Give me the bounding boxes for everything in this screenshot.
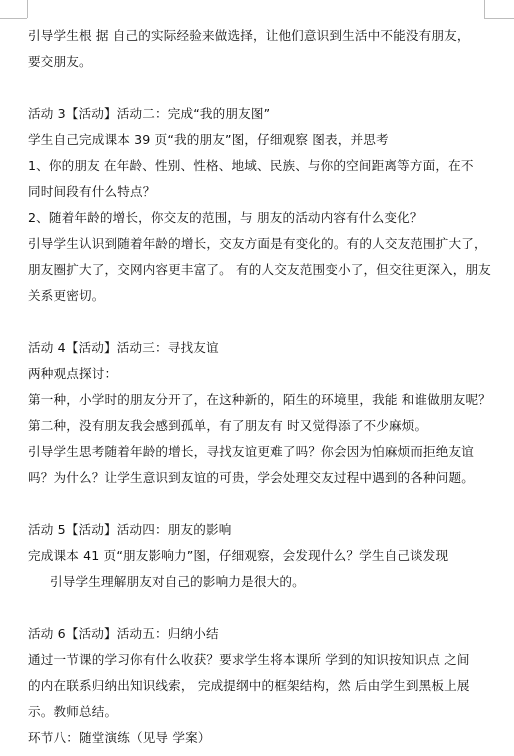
paragraph-line: 第二种，没有朋友我会感到孤单，有了朋友有 时又觉得添了不少麻烦。: [28, 418, 428, 433]
document-body: [28, 23, 491, 751]
paragraph-line: 关系更密切。: [28, 288, 105, 303]
section-heading: 活动 4【活动】活动三：寻找友谊: [28, 340, 219, 355]
section-heading: 活动 6【活动】活动五：归纳小结: [28, 626, 219, 641]
paragraph-line: 引导学生认识到随着年龄的增长，交友方面是有变化的。有的人交友范围扩大了，: [28, 236, 487, 251]
paragraph-line: 要交朋友。: [28, 54, 92, 69]
blank-line: [28, 595, 488, 621]
blank-line: [28, 491, 488, 517]
paragraph-line: 同时间段有什么特点？: [28, 184, 156, 199]
paragraph-line: 引导学生理解朋友对自己的影响力是很大的。: [50, 574, 305, 589]
section-heading: 活动 5【活动】活动四：朋友的影响: [28, 522, 232, 537]
crop-mark-top-left-vertical: [27, 0, 28, 18]
paragraph-line: 完成课本 41 页“朋友影响力”图，仔细观察，会发现什么？学生自己谈发现: [28, 548, 449, 563]
paragraph-line: 吗？为什么？让学生意识到友谊的可贵，学会处理交友过程中遇到的各种问题。: [28, 470, 475, 485]
blank-line: [28, 75, 488, 101]
crop-mark-top-left-horizontal: [0, 18, 27, 19]
paragraph-line: 第一种，小学时的朋友分开了，在这种新的，陌生的环境里，我能 和谁做朋友呢？: [28, 392, 491, 407]
crop-mark-top-right-horizontal: [484, 18, 514, 19]
paragraph-line: 学生自己完成课本 39 页“我的朋友”图，仔细观察 图表，并思考: [28, 132, 389, 147]
section-heading: 活动 3【活动】活动二：完成“我的朋友图”: [28, 106, 271, 121]
paragraph-line: 通过一节课的学习你有什么收获？要求学生将本课所 学到的知识按知识点 之间: [28, 652, 470, 667]
paragraph-line: 2、随着年龄的增长，你交友的范围，与 朋友的活动内容有什么变化？: [28, 210, 423, 225]
paragraph-line: 引导学生思考随着年龄的增长，寻找友谊更难了吗？你会因为怕麻烦而拒绝友谊: [28, 444, 475, 459]
paragraph-line: 朋友圈扩大了，交网内容更丰富了。 有的人交友范围变小了，但交往更深入，朋友: [28, 262, 491, 277]
paragraph-line: 两种观点探讨：: [28, 366, 118, 381]
crop-mark-top-right-vertical: [484, 0, 485, 18]
paragraph-line: 引导学生根 据 自己的实际经验来做选择，让他们意识到生活中不能没有朋友，: [28, 28, 470, 43]
paragraph-line: 1、你的朋友 在年龄、性别、性格、地域、民族、与你的空间距离等方面，在不: [28, 158, 474, 173]
section-heading: 环节八：随堂演练（见导 学案）: [28, 730, 211, 745]
paragraph-line: 示。教师总结。: [28, 704, 118, 719]
paragraph-line: 的内在联系归纳出知识线索， 完成提纲中的框架结构，然 后由学生到黑板上展: [28, 678, 470, 693]
blank-line: [28, 309, 488, 335]
